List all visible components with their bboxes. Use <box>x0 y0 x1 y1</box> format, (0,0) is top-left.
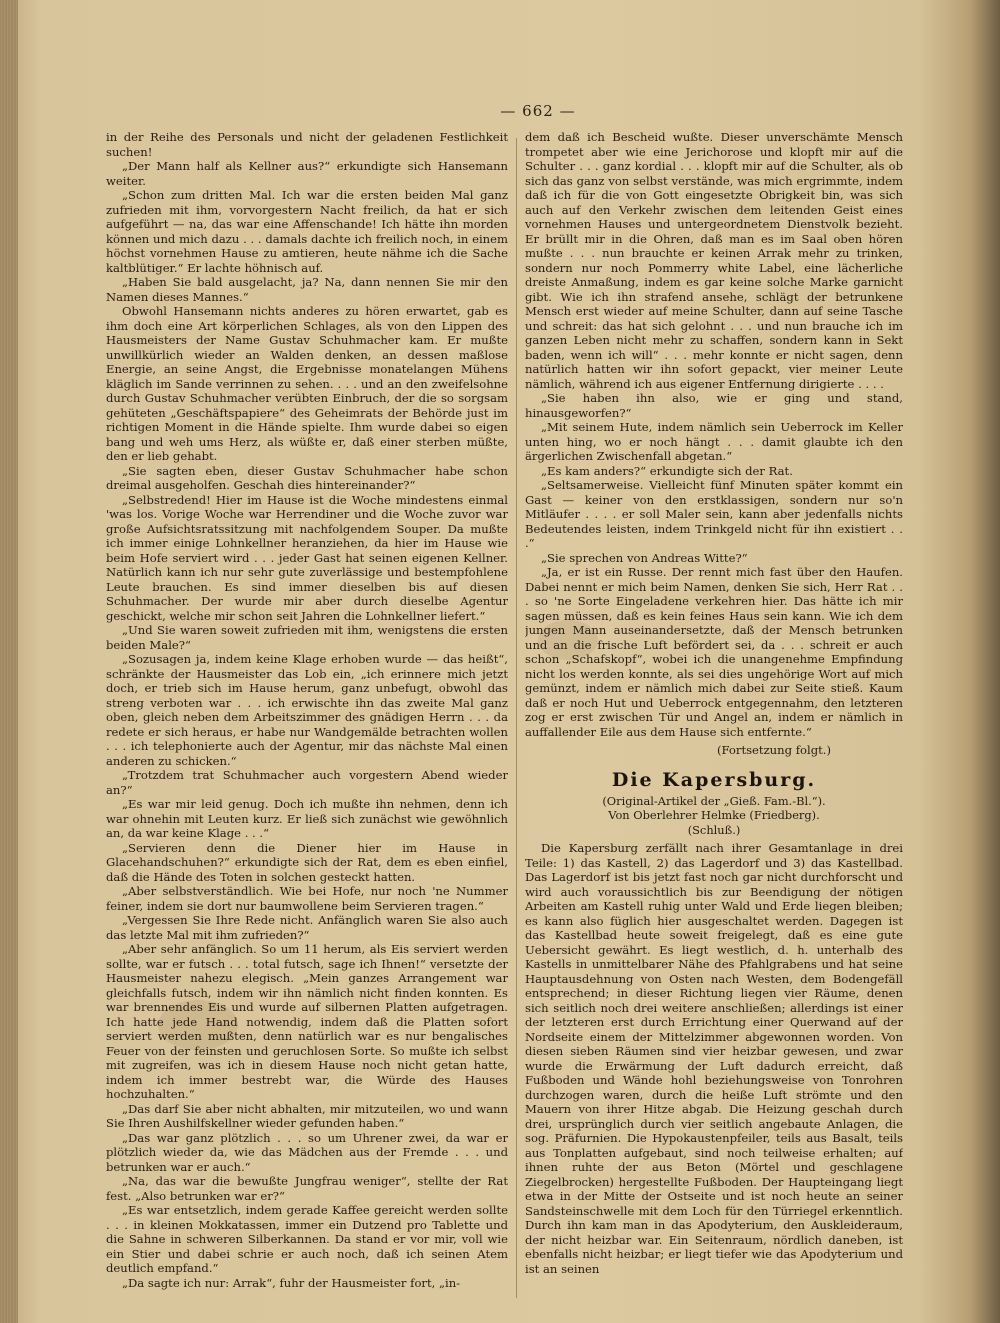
continuation-note: (Fortsetzung folgt.) <box>716 743 831 757</box>
page-number: — 662 — <box>500 102 576 120</box>
newspaper-page <box>18 20 978 1310</box>
paragraph: „Das darf Sie aber nicht abhalten, mir mitzuteilen, wo und wann Sie Ihren Aushilfskellner wieder gefunden haben.“ <box>106 1101 508 1130</box>
paragraph: „Selbstredend! Hier im Hause ist die Woche mindestens einmal 'was los. Vorige Woche war Herrendiner und die Woche zuvor war große Aufsichtsratssitzung mit nachfolgendem Souper. Da mußte ich immer einige Lohnkellner heranziehen, da hier im Hause wie beim Hofe serviert wird . . . jeder Gast hat seinen eigenen Kellner. Natürlich kann ich nur sehr gute zuverlässige und bestempfohlene Leute brauchen. Es sind immer dieselben bis auf diesen Schuhmacher. Der wurde mir aber durch dieselbe Agentur geschickt, welche mir schon seit Jahren die Lohnkellner liefert.“ <box>106 492 508 623</box>
paragraph: „Na, das war die bewußte Jungfrau weniger“, stellte der Rat fest. „Also betrunken war er?“ <box>106 1174 508 1203</box>
article-title: Die Kapersburg. <box>611 768 817 791</box>
paragraph: „Aber sehr anfänglich. So um 11 herum, als Eis serviert werden sollte, war er futsch . . . total futsch, sage ich Ihnen!“ versetzte der Hausmeister nahezu elegisch. „Mein ganzes Arrangement war gleichfalls futsch, indem wir ihn nämlich nicht finden konnten. Es war brennendes Eis und wurde auf silbernen Platten aufgetragen. Ich hatte jede Hand notwendig, indem daß die Platten sofort serviert werden mußten, denn natürlich war es nur bengalisches Feuer von der feinsten und geruchlosen Sorte. So mußte ich selbst mit zugreifen, was ich in diesem Hause noch nicht getan hatte, indem ich immer bestrebt war, die Würde des Hauses hochzuhalten.“ <box>106 942 508 1101</box>
paragraph: „Das war ganz plötzlich . . . so um Uhrener zwei, da war er plötzlich wieder da, wie das Mädchen aus der Fremde . . . und betrunken war er auch.“ <box>106 1130 508 1174</box>
paragraph: „Sie haben ihn also, wie er ging und stand, hinausgeworfen?“ <box>525 391 903 420</box>
paragraph: „Sozusagen ja, indem keine Klage erhoben wurde — das heißt“, schränkte der Hausmeister das Lob ein, „ich erinnere mich jetzt doch, er trieb sich im Hause herum, ganz unbefugt, obwohl das streng verboten war . . . ich erwischte ihn das zweite Mal ganz oben, gleich neben dem Arbeitszimmer des gnädigen Herrn . . . da redete er sich heraus, er habe nur Wandgemälde betrachten wollen . . . ich telephonierte auch der Agentur, mir das nächste Mal einen anderen zu schicken.“ <box>106 652 508 768</box>
paragraph: „Seltsamerweise. Vielleicht fünf Minuten später kommt ein Gast — keiner von den erstklassigen, sondern nur so'n Mitläufer . . . . er soll Maler sein, kann aber jedenfalls nichts Bedeutendes leisten, indem Trinkgeld nicht für ihn existiert . . .“ <box>525 478 903 550</box>
paragraph: „Es war mir leid genug. Doch ich mußte ihn nehmen, denn ich war ohnehin mit Leuten kurz. Er ließ sich zunächst wie gewöhnlich an, da war keine Klage . . .“ <box>106 797 508 840</box>
paragraph: „Vergessen Sie Ihre Rede nicht. Anfänglich waren Sie also auch das letzte Mal mit ihm zufrieden?“ <box>106 913 508 942</box>
paragraph: dem daß ich Bescheid wußte. Dieser unverschämte Mensch trompetet aber wie eine Jerichorose und klopft mir auf die Schulter . . . ganz kordial . . . klopft mir auf die Schulter, als ob sich das ganz von selbst verstände, was mich ergrimmte, indem daß ich für die von Gott eingesetzte Obrigkeit bin, was sich auch auf den Verkehr zwischen dem leitenden Geist eines vornehmen Hauses und untergeordnetem Dienstvolk bezieht. Er brüllt mir in die Ohren, daß man es im Saal oben hören mußte . . . nun brauchte er keinen Arrak mehr zu trinken, sondern nur noch Pommerry white Label, eine lächerliche dreiste Anmaßung, indem es gar keine solche Marke garnicht gibt. Wie ich ihn strafend ansehe, schlägt der betrunkene Mensch erst wieder auf meine Schulter, dann auf seine Tasche und schreit: das hat sich gelohnt . . . und nun brauche ich im ganzen Leben nicht mehr zu schaffen, sondern kann in Sekt baden, wenn ich will“ . . . mehr konnte er nicht sagen, denn natürlich hatten wir ihn sofort gepackt, vier meiner Leute nämlich, während ich aus eigener Entfernung dirigierte . . . . <box>525 130 903 391</box>
paragraph: „Sie sprechen von Andreas Witte?“ <box>541 550 748 565</box>
article-author: Von Oberlehrer Helmke (Friedberg). <box>608 808 820 822</box>
paragraph: „Da sagte ich nur: Arrak“, fuhr der Hausmeister fort, „in- <box>122 1275 461 1290</box>
paragraph: „Und Sie waren soweit zufrieden mit ihm, wenigstens die ersten beiden Male?“ <box>106 623 508 652</box>
article-part-note: (Schluß.) <box>687 822 741 837</box>
article-subtitle: (Original-Artikel der „Gieß. Fam.-Bl.“). <box>602 793 826 808</box>
book-page-edges <box>0 0 18 1323</box>
paragraph: „Der Mann half als Kellner aus?“ erkundigte sich Hansemann weiter. <box>106 159 508 188</box>
paragraph: „Schon zum dritten Mal. Ich war die ersten beiden Mal ganz zufrieden mit ihm, vorvorgestern Nacht freilich, da hat er sich aufgeführt — na, das war eine Affenschande! Ich hätte ihn morden können und mich dazu . . . damals dachte ich freilich noch, in einem höchst vornehmen Hause zu amtieren, heute nähme ich die Sache kaltblütiger.“ Er lachte höhnisch auf. <box>106 188 508 275</box>
paragraph: in der Reihe des Personals und nicht der geladenen Festlichkeit suchen! <box>106 130 508 159</box>
paragraph: „Haben Sie bald ausgelacht, ja? Na, dann nennen Sie mir den Namen dieses Mannes.“ <box>106 275 508 304</box>
column-divider <box>516 138 517 1298</box>
paragraph: „Mit seinem Hute, indem nämlich sein Ueberrock im Keller unten hing, wo er noch hängt . . . damit glaubte ich den ärgerlichen Zwischenfall abgetan.“ <box>525 420 903 463</box>
paragraph: Die Kapersburg zerfällt nach ihrer Gesamtanlage in drei Teile: 1) das Kastell, 2) das Lagerdorf und 3) das Kastellbad. Das Lagerdorf ist bis jetzt fast noch gar nicht durchforscht und wird auch voraussichtlich bis zur Beendigung der nötigen Arbeiten am Kastell ruhig unter Wald und Erde liegen bleiben; es kann also füglich hier ausgeschaltet werden. Dagegen ist das Kastellbad heute soweit freigelegt, daß es eine gute Uebersicht gewährt. Es liegt westlich, d. h. unterhalb des Kastells in unmittelbarer Nähe des Pfahlgrabens und hat seine Hauptausdehnung von Osten nach Westen, dem Bodengefäll entsprechend; in dieser Richtung liegen vier Räume, denen sich seitlich noch drei weitere anschließen; allerdings ist einer der letzteren erst durch Errichtung einer Querwand auf der Nordseite einem der Mittelzimmer abgewonnen worden. Von diesen sieben Räumen sind vier heizbar gewesen, und zwar wurde die Erwärmung der Luft dadurch erreicht, daß Fußboden und Wände hohl beziehungsweise von Tonrohren durchzogen waren, durch die heiße Luft strömte und den Mauern von ihrer Hitze abgab. Die Heizung geschah durch drei, ursprünglich durch vier seitlich angebaute Anlagen, die sog. Präfurnien. Die Hypokaustenpfeiler, teils aus Basalt, teils aus Tonplatten aufgebaut, sind noch teilweise erhalten; auf ihnen ruhte der aus Beton (Mörtel und geschlagene Ziegelbrocken) hergestellte Fußboden. Der Haupteingang liegt etwa in der Mitte der Ostseite und ist noch heute an seiner Sandsteinschwelle mit dem Loch für den Türriegel erkenntlich. Durch ihn kam man in das Apodyterium, den Auskleideraum, der nicht heizbar war. Ein Seitenraum, nördlich daneben, ist ebenfalls nicht heizbar; er liegt tiefer wie das Apodyterium und ist an seinen <box>525 841 903 1276</box>
paragraph: „Ja, er ist ein Russe. Der rennt mich fast über den Haufen. Dabei nennt er mich beim Namen, denken Sie sich, Herr Rat . . . so 'ne Sorte Eingeladene verkehren hier. Das hätte ich mir sagen müssen, daß es kein feines Haus sein kann. Wie ich dem jungen Mann auseinandersetzte, daß der Mensch betrunken und an die frische Luft befördert sei, da . . . schreit er auch schon „Schafskopf“, wobei ich die unangenehme Empfindung nicht los werden konnte, als sei dies ungehörige Wort auf mich gemünzt, indem er nämlich mich dabei zur Seite stieß. Kaum daß er noch Hut und Ueberrock entgegennahm, den letzteren zog er erst zwischen Tür und Angel an, indem er nämlich in auffallender Eile aus dem Hause sich entfernte.“ <box>525 565 903 739</box>
paragraph: Obwohl Hansemann nichts anderes zu hören erwartet, gab es ihm doch eine Art körperlichen Schlages, als von den Lippen des Hausmeisters der Name Gustav Schuhmacher kam. Er mußte unwillkürlich wieder an Walden denken, an dessen maßlose Energie, an seine Angst, die Ergebnisse monatelangen Mühens kläglich im Sande verrinnen zu sehen. . . . und an den zweifelsohne durch Gustav Schuhmacher verübten Einbruch, der die so sorgsam gehüteten „Geschäftspapiere“ des Geheimrats der Behörde just im richtigen Moment in die Hände spielte. Ihm wurde dabei so eigen bang und weh ums Herz, als wüßte er, daß einer sterben müßte, den er lieb gehabt. <box>106 304 508 463</box>
paragraph: „Servieren denn die Diener hier im Hause in Glacehandschuhen?“ erkundigte sich der Rat, dem es eben einfiel, daß die Hände des Toten in solchen gesteckt hatten. <box>106 840 508 884</box>
paragraph: „Aber selbstverständlich. Wie bei Hofe, nur noch 'ne Nummer feiner, indem sie dort nur baumwollene beim Servieren tragen.“ <box>106 884 508 913</box>
paragraph: „Trotzdem trat Schuhmacher auch vorgestern Abend wieder an?“ <box>106 768 508 797</box>
paragraph: „Sie sagten eben, dieser Gustav Schuhmacher habe schon dreimal ausgeholfen. Geschah dies hintereinander?“ <box>106 463 508 492</box>
paragraph: „Es kam anders?“ erkundigte sich der Rat. <box>541 463 793 478</box>
paragraph: „Es war entsetzlich, indem gerade Kaffee gereicht werden sollte . . . in kleinen Mokkatassen, immer ein Dutzend pro Tablette und die Sahne in schweren Silberkannen. Da stand er vor mir, voll wie ein Stier und dabei schrie er auch noch, daß ich seinen Atem deutlich empfand.“ <box>106 1203 508 1275</box>
left-column <box>106 130 508 1305</box>
right-column <box>525 130 903 1305</box>
